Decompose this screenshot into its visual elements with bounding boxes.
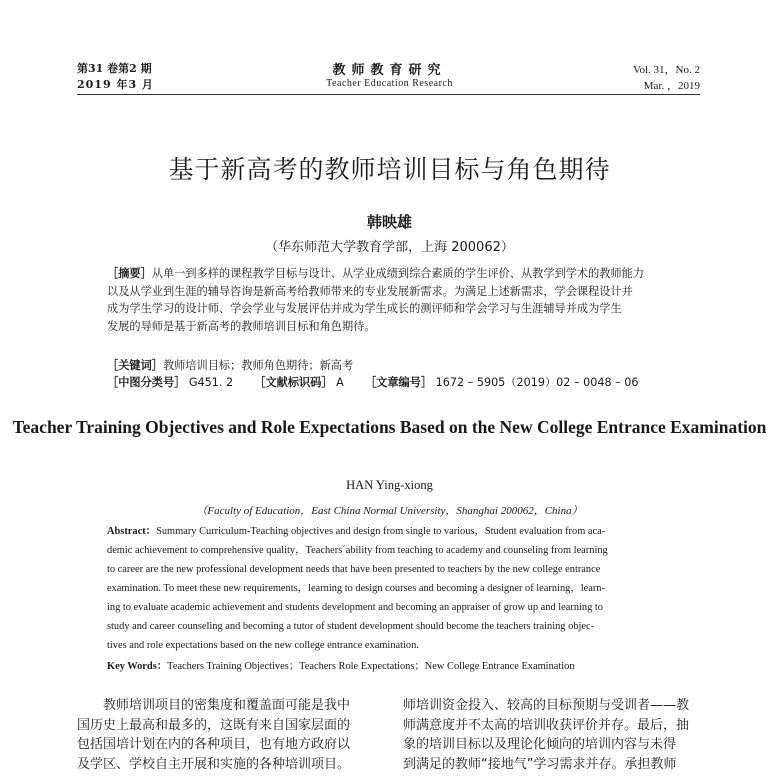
abstract-cn-line: 以及从学业到生涯的辅导咨询是新高考给教师带来的专业发展新需求。为满足上述新需求，学会课程设计并 [107, 284, 633, 298]
article-title-en: Teacher Training Objectives and Role Expectations Based on the New College Entrance Examination [12, 417, 767, 437]
author-name-en: HAN Ying-xiong [346, 478, 433, 492]
author-affiliation-en: （Faculty of Education，East China Normal University，Shanghai 200062，China） [196, 505, 583, 517]
article-no-label: ［文章编号］ [364, 376, 433, 389]
body-column-right [403, 696, 701, 774]
keywords-en [107, 657, 673, 676]
body-line: 国历史上最高和最多的，这既有来自国家层面的 [77, 717, 351, 733]
abstract-cn-line: 发展的导师是基于新高考的教师培训目标和角色期待。 [107, 319, 376, 333]
abstract-en-line: examination. To meet these new requirements，learning to design courses and becoming a designer of learning，learn- [107, 583, 605, 594]
abstract-en [107, 522, 673, 655]
issue-date: 2019 年3 月 [77, 78, 154, 91]
abstract-en-line: demic achievement to comprehensive quality，Teachers´ability from teaching to academy and counseling from learning [107, 545, 608, 556]
doc-code-label: ［文献标识码］ [254, 376, 333, 389]
author-name-cn: 韩映雄 [366, 213, 412, 231]
article-title-cn: 基于新高考的教师培训目标与角色期待 [168, 155, 611, 184]
body-column-left [77, 696, 375, 774]
volume-en: Vol. 31，No. 2 [632, 64, 700, 76]
abstract-cn-line: ［摘要］从单一到多样的课程教学目标与设计、从学业成绩到综合素质的学生评价、从教学到学术的教师能力 [107, 267, 645, 280]
classification-line [107, 374, 673, 392]
abstract-en-line: Abstract：Summary Curriculum-Teaching objectives and design from single to various，Student evaluation from aca- [107, 526, 606, 537]
abstract-cn-label: ［摘要］ [107, 267, 152, 280]
clc-value: G451. 2 [188, 376, 234, 389]
date-en: Mar. ，2019 [643, 80, 700, 92]
abstract-cn [107, 265, 673, 335]
abstract-en-line: tives and role expectations based on the new college entrance examination. [107, 640, 419, 651]
body-line: 象的培训目标以及理论化倾向的培训内容与未得 [403, 737, 677, 752]
journal-name-en: Teacher Education Research [326, 78, 453, 89]
abstract-en-line: to career are the new professional development needs that have been presented to teachers by the new college entrance [107, 564, 601, 575]
body-line: 及学区、学校自主开展和实施的各种培训项目。 [77, 756, 351, 772]
body-line: 到满足的教师“接地气”学习需求并存。承担教师 [403, 756, 677, 772]
abstract-cn-line: 成为学生学习的设计师、学会学业与发展评估并成为学生成长的测评师和学会学习与生涯辅导并成为学生 [107, 302, 622, 316]
author-affiliation-cn: （华东师范大学教育学部，上海 200062） [265, 240, 514, 255]
doc-code-value: A [336, 376, 344, 389]
body-line: 师满意度并不太高的培训收获评价并存。最后，抽 [403, 717, 690, 733]
keywords-en-text: Teachers Training Objectives；Teachers Role Expectations；New College Entrance Examination [167, 661, 575, 672]
keywords-cn-text: 教师培训目标；教师角色期待；新高考 [162, 359, 354, 372]
header-rule [77, 94, 700, 95]
journal-name-cn: 教师教育研究 [332, 63, 447, 78]
abstract-en-label: Abstract： [107, 526, 157, 537]
article-no-value: 1672 – 5905（2019）02 – 0048 – 06 [435, 376, 639, 389]
abstract-en-line: study and career counseling and becoming a tutor of student development should become the teachers training objec- [107, 621, 595, 632]
abstract-en-line: ing to evaluate academic achievement and students development and becoming an appraiser of grow up and learning to [107, 602, 603, 613]
keywords-cn [107, 357, 673, 375]
keywords-en-label: Key Words： [107, 661, 168, 672]
body-line: 教师培训项目的密集度和覆盖面可能是我中 [77, 698, 351, 713]
body-line: 包括国培计划在内的各种项目，也有地方政府以 [77, 737, 351, 752]
issue-volume: 第31 卷第2 期 [77, 62, 152, 75]
clc-label: ［中图分类号］ [107, 376, 186, 389]
keywords-cn-label: ［关键词］ [107, 359, 163, 372]
body-line: 师培训资金投入、较高的目标预期与受训者——教 [403, 698, 690, 713]
